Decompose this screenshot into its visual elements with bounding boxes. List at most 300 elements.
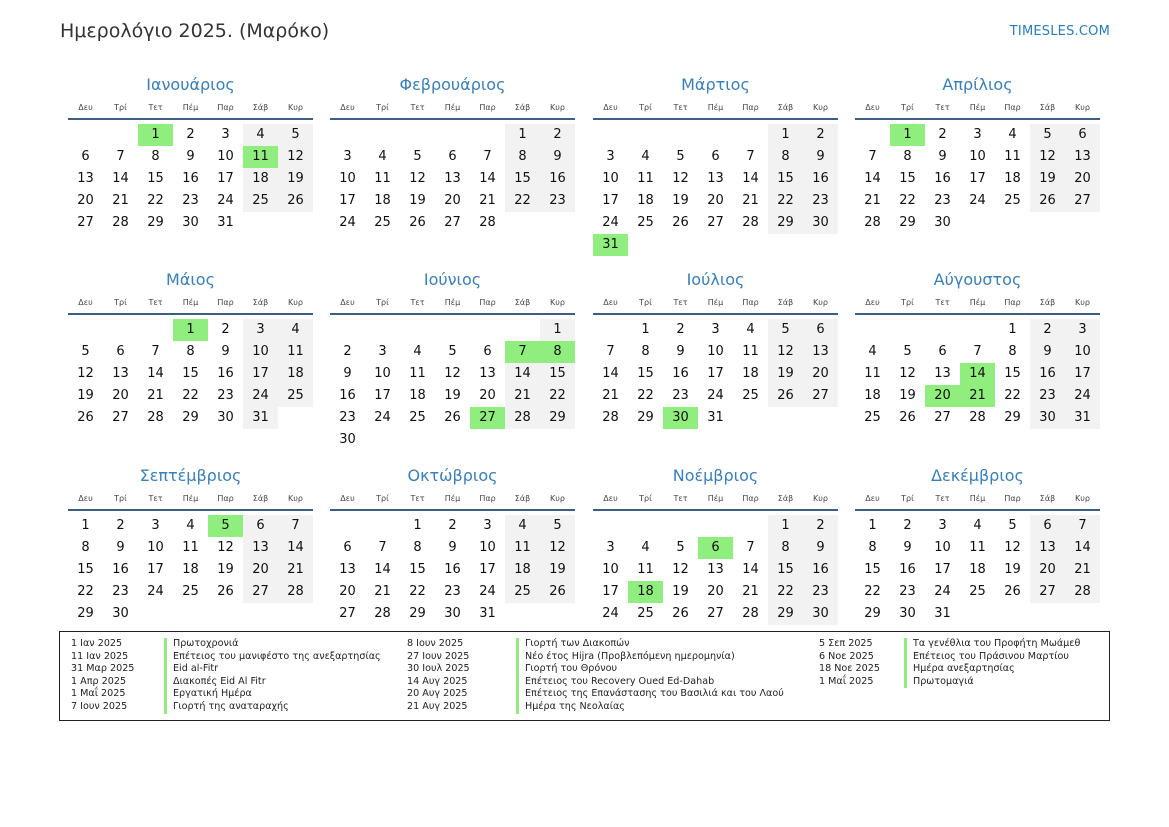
- day-cell[interactable]: 12: [217, 540, 234, 555]
- day-cell[interactable]: 23: [182, 193, 199, 208]
- day-cell[interactable]: 8: [1008, 344, 1017, 359]
- day-cell[interactable]: 28: [479, 215, 496, 230]
- day-cell[interactable]: 30: [217, 410, 234, 425]
- holiday-day-cell[interactable]: 6: [698, 537, 733, 559]
- day-cell[interactable]: 9: [448, 540, 457, 555]
- day-cell[interactable]: 28: [112, 215, 129, 230]
- day-cell[interactable]: 13: [707, 562, 724, 577]
- day-cell[interactable]: 31: [707, 410, 724, 425]
- day-cell[interactable]: 15: [899, 171, 916, 186]
- day-cell[interactable]: 30: [1030, 407, 1065, 429]
- day-cell[interactable]: 16: [803, 559, 838, 581]
- holiday-day-cell[interactable]: 1: [138, 124, 173, 146]
- day-cell[interactable]: 17: [479, 562, 496, 577]
- day-cell[interactable]: 23: [1030, 385, 1065, 407]
- day-cell[interactable]: 2: [803, 515, 838, 537]
- day-cell[interactable]: 10: [217, 149, 234, 164]
- day-cell[interactable]: 13: [243, 537, 278, 559]
- day-cell[interactable]: 18: [243, 168, 278, 190]
- day-cell[interactable]: 22: [899, 193, 916, 208]
- day-cell[interactable]: 19: [409, 193, 426, 208]
- day-cell[interactable]: 7: [746, 149, 755, 164]
- day-cell[interactable]: 9: [186, 149, 195, 164]
- day-cell[interactable]: 29: [1004, 410, 1021, 425]
- day-cell[interactable]: 10: [374, 366, 391, 381]
- day-cell[interactable]: 5: [413, 149, 422, 164]
- day-cell[interactable]: 13: [479, 366, 496, 381]
- day-cell[interactable]: 22: [505, 190, 540, 212]
- day-cell[interactable]: 18: [409, 388, 426, 403]
- day-cell[interactable]: 4: [505, 515, 540, 537]
- day-cell[interactable]: 21: [278, 559, 313, 581]
- day-cell[interactable]: 17: [969, 171, 986, 186]
- day-cell[interactable]: 24: [479, 584, 496, 599]
- day-cell[interactable]: 16: [444, 562, 461, 577]
- day-cell[interactable]: 29: [637, 410, 654, 425]
- day-cell[interactable]: 21: [147, 388, 164, 403]
- day-cell[interactable]: 26: [444, 410, 461, 425]
- day-cell[interactable]: 30: [444, 606, 461, 621]
- day-cell[interactable]: 10: [969, 149, 986, 164]
- day-cell[interactable]: 27: [803, 385, 838, 407]
- day-cell[interactable]: 27: [77, 215, 94, 230]
- day-cell[interactable]: 13: [339, 562, 356, 577]
- day-cell[interactable]: 2: [803, 124, 838, 146]
- day-cell[interactable]: 7: [116, 149, 125, 164]
- day-cell[interactable]: 2: [676, 322, 685, 337]
- day-cell[interactable]: 20: [1030, 559, 1065, 581]
- day-cell[interactable]: 26: [899, 410, 916, 425]
- day-cell[interactable]: 30: [182, 215, 199, 230]
- day-cell[interactable]: 19: [444, 388, 461, 403]
- day-cell[interactable]: 6: [938, 344, 947, 359]
- holiday-day-cell[interactable]: 7: [505, 341, 540, 363]
- day-cell[interactable]: 28: [742, 215, 759, 230]
- day-cell[interactable]: 5: [768, 319, 803, 341]
- day-cell[interactable]: 22: [637, 388, 654, 403]
- day-cell[interactable]: 15: [864, 562, 881, 577]
- day-cell[interactable]: 17: [243, 363, 278, 385]
- day-cell[interactable]: 9: [540, 146, 575, 168]
- day-cell[interactable]: 29: [768, 212, 803, 234]
- day-cell[interactable]: 13: [803, 341, 838, 363]
- day-cell[interactable]: 3: [711, 322, 720, 337]
- day-cell[interactable]: 21: [864, 193, 881, 208]
- day-cell[interactable]: 12: [444, 366, 461, 381]
- day-cell[interactable]: 31: [243, 407, 278, 429]
- day-cell[interactable]: 8: [868, 540, 877, 555]
- day-cell[interactable]: 10: [1065, 341, 1100, 363]
- day-cell[interactable]: 3: [221, 127, 230, 142]
- day-cell[interactable]: 11: [742, 344, 759, 359]
- day-cell[interactable]: 4: [243, 124, 278, 146]
- day-cell[interactable]: 6: [483, 344, 492, 359]
- day-cell[interactable]: 17: [1065, 363, 1100, 385]
- day-cell[interactable]: 23: [803, 581, 838, 603]
- holiday-day-cell[interactable]: 14: [960, 363, 995, 385]
- day-cell[interactable]: 13: [1065, 146, 1100, 168]
- day-cell[interactable]: 26: [77, 410, 94, 425]
- day-cell[interactable]: 16: [899, 562, 916, 577]
- day-cell[interactable]: 15: [768, 168, 803, 190]
- day-cell[interactable]: 15: [768, 559, 803, 581]
- day-cell[interactable]: 22: [77, 584, 94, 599]
- day-cell[interactable]: 26: [540, 581, 575, 603]
- day-cell[interactable]: 27: [1030, 581, 1065, 603]
- day-cell[interactable]: 5: [676, 540, 685, 555]
- day-cell[interactable]: 19: [540, 559, 575, 581]
- day-cell[interactable]: 6: [711, 149, 720, 164]
- day-cell[interactable]: 30: [339, 432, 356, 447]
- day-cell[interactable]: 15: [505, 168, 540, 190]
- day-cell[interactable]: 26: [409, 215, 426, 230]
- day-cell[interactable]: 24: [602, 215, 619, 230]
- day-cell[interactable]: 19: [278, 168, 313, 190]
- day-cell[interactable]: 3: [378, 344, 387, 359]
- day-cell[interactable]: 26: [1030, 190, 1065, 212]
- holiday-day-cell[interactable]: 1: [173, 319, 208, 341]
- day-cell[interactable]: 15: [77, 562, 94, 577]
- day-cell[interactable]: 16: [339, 388, 356, 403]
- day-cell[interactable]: 1: [768, 124, 803, 146]
- day-cell[interactable]: 15: [1004, 366, 1021, 381]
- day-cell[interactable]: 23: [217, 388, 234, 403]
- day-cell[interactable]: 13: [444, 171, 461, 186]
- day-cell[interactable]: 20: [707, 584, 724, 599]
- day-cell[interactable]: 14: [742, 171, 759, 186]
- day-cell[interactable]: 11: [637, 171, 654, 186]
- day-cell[interactable]: 1: [768, 515, 803, 537]
- day-cell[interactable]: 15: [540, 363, 575, 385]
- day-cell[interactable]: 9: [803, 537, 838, 559]
- day-cell[interactable]: 12: [672, 171, 689, 186]
- day-cell[interactable]: 18: [742, 366, 759, 381]
- holiday-day-cell[interactable]: 31: [593, 234, 628, 256]
- day-cell[interactable]: 24: [339, 215, 356, 230]
- day-cell[interactable]: 12: [540, 537, 575, 559]
- day-cell[interactable]: 9: [343, 366, 352, 381]
- day-cell[interactable]: 12: [672, 562, 689, 577]
- day-cell[interactable]: 28: [505, 407, 540, 429]
- day-cell[interactable]: 13: [1030, 537, 1065, 559]
- day-cell[interactable]: 1: [1008, 322, 1017, 337]
- day-cell[interactable]: 29: [409, 606, 426, 621]
- day-cell[interactable]: 18: [969, 562, 986, 577]
- day-cell[interactable]: 2: [186, 127, 195, 142]
- day-cell[interactable]: 4: [186, 518, 195, 533]
- day-cell[interactable]: 29: [899, 215, 916, 230]
- day-cell[interactable]: 18: [637, 193, 654, 208]
- day-cell[interactable]: 26: [672, 606, 689, 621]
- day-cell[interactable]: 15: [637, 366, 654, 381]
- day-cell[interactable]: 5: [81, 344, 90, 359]
- day-cell[interactable]: 18: [374, 193, 391, 208]
- day-cell[interactable]: 28: [742, 606, 759, 621]
- day-cell[interactable]: 22: [1004, 388, 1021, 403]
- day-cell[interactable]: 14: [505, 363, 540, 385]
- day-cell[interactable]: 13: [707, 171, 724, 186]
- day-cell[interactable]: 19: [768, 363, 803, 385]
- day-cell[interactable]: 26: [217, 584, 234, 599]
- day-cell[interactable]: 24: [969, 193, 986, 208]
- day-cell[interactable]: 11: [637, 562, 654, 577]
- day-cell[interactable]: 20: [707, 193, 724, 208]
- day-cell[interactable]: 25: [278, 385, 313, 407]
- day-cell[interactable]: 12: [899, 366, 916, 381]
- day-cell[interactable]: 19: [672, 584, 689, 599]
- day-cell[interactable]: 21: [742, 584, 759, 599]
- day-cell[interactable]: 17: [602, 193, 619, 208]
- day-cell[interactable]: 6: [81, 149, 90, 164]
- day-cell[interactable]: 9: [676, 344, 685, 359]
- holiday-day-cell[interactable]: 11: [243, 146, 278, 168]
- day-cell[interactable]: 25: [637, 606, 654, 621]
- day-cell[interactable]: 19: [672, 193, 689, 208]
- day-cell[interactable]: 21: [479, 193, 496, 208]
- day-cell[interactable]: 8: [903, 149, 912, 164]
- day-cell[interactable]: 20: [444, 193, 461, 208]
- day-cell[interactable]: 3: [243, 319, 278, 341]
- day-cell[interactable]: 11: [278, 341, 313, 363]
- holiday-day-cell[interactable]: 30: [663, 407, 698, 429]
- day-cell[interactable]: 14: [602, 366, 619, 381]
- day-cell[interactable]: 25: [742, 388, 759, 403]
- day-cell[interactable]: 8: [151, 149, 160, 164]
- day-cell[interactable]: 25: [1004, 193, 1021, 208]
- day-cell[interactable]: 16: [803, 168, 838, 190]
- day-cell[interactable]: 12: [278, 146, 313, 168]
- day-cell[interactable]: 23: [672, 388, 689, 403]
- day-cell[interactable]: 6: [803, 319, 838, 341]
- day-cell[interactable]: 7: [746, 540, 755, 555]
- day-cell[interactable]: 17: [374, 388, 391, 403]
- day-cell[interactable]: 11: [374, 171, 391, 186]
- day-cell[interactable]: 14: [147, 366, 164, 381]
- day-cell[interactable]: 2: [343, 344, 352, 359]
- day-cell[interactable]: 24: [243, 385, 278, 407]
- day-cell[interactable]: 16: [112, 562, 129, 577]
- day-cell[interactable]: 2: [938, 127, 947, 142]
- day-cell[interactable]: 24: [147, 584, 164, 599]
- day-cell[interactable]: 7: [278, 515, 313, 537]
- day-cell[interactable]: 1: [540, 319, 575, 341]
- day-cell[interactable]: 24: [707, 388, 724, 403]
- day-cell[interactable]: 14: [278, 537, 313, 559]
- day-cell[interactable]: 10: [934, 540, 951, 555]
- day-cell[interactable]: 5: [540, 515, 575, 537]
- day-cell[interactable]: 16: [217, 366, 234, 381]
- day-cell[interactable]: 10: [602, 562, 619, 577]
- day-cell[interactable]: 22: [409, 584, 426, 599]
- day-cell[interactable]: 25: [243, 190, 278, 212]
- day-cell[interactable]: 2: [540, 124, 575, 146]
- day-cell[interactable]: 27: [707, 215, 724, 230]
- day-cell[interactable]: 30: [934, 215, 951, 230]
- day-cell[interactable]: 4: [868, 344, 877, 359]
- day-cell[interactable]: 20: [803, 363, 838, 385]
- day-cell[interactable]: 31: [1065, 407, 1100, 429]
- day-cell[interactable]: 1: [81, 518, 90, 533]
- day-cell[interactable]: 21: [374, 584, 391, 599]
- day-cell[interactable]: 31: [934, 606, 951, 621]
- day-cell[interactable]: 23: [444, 584, 461, 599]
- holiday-day-cell[interactable]: 5: [208, 515, 243, 537]
- day-cell[interactable]: 8: [81, 540, 90, 555]
- day-cell[interactable]: 2: [448, 518, 457, 533]
- day-cell[interactable]: 19: [77, 388, 94, 403]
- day-cell[interactable]: 17: [602, 584, 619, 599]
- day-cell[interactable]: 18: [505, 559, 540, 581]
- day-cell[interactable]: 13: [77, 171, 94, 186]
- holiday-day-cell[interactable]: 21: [960, 385, 995, 407]
- day-cell[interactable]: 3: [973, 127, 982, 142]
- day-cell[interactable]: 8: [505, 146, 540, 168]
- day-cell[interactable]: 28: [969, 410, 986, 425]
- day-cell[interactable]: 16: [182, 171, 199, 186]
- day-cell[interactable]: 27: [707, 606, 724, 621]
- day-cell[interactable]: 14: [1065, 537, 1100, 559]
- day-cell[interactable]: 17: [339, 193, 356, 208]
- day-cell[interactable]: 4: [378, 149, 387, 164]
- day-cell[interactable]: 29: [864, 606, 881, 621]
- day-cell[interactable]: 22: [182, 388, 199, 403]
- day-cell[interactable]: 14: [864, 171, 881, 186]
- day-cell[interactable]: 25: [969, 584, 986, 599]
- day-cell[interactable]: 10: [479, 540, 496, 555]
- day-cell[interactable]: 19: [217, 562, 234, 577]
- day-cell[interactable]: 25: [374, 215, 391, 230]
- day-cell[interactable]: 3: [606, 149, 615, 164]
- holiday-day-cell[interactable]: 20: [925, 385, 960, 407]
- day-cell[interactable]: 7: [483, 149, 492, 164]
- day-cell[interactable]: 26: [1004, 584, 1021, 599]
- day-cell[interactable]: 11: [1004, 149, 1021, 164]
- day-cell[interactable]: 12: [77, 366, 94, 381]
- day-cell[interactable]: 30: [899, 606, 916, 621]
- day-cell[interactable]: 5: [278, 124, 313, 146]
- day-cell[interactable]: 10: [707, 344, 724, 359]
- day-cell[interactable]: 20: [339, 584, 356, 599]
- day-cell[interactable]: 29: [768, 603, 803, 625]
- day-cell[interactable]: 8: [413, 540, 422, 555]
- day-cell[interactable]: 21: [505, 385, 540, 407]
- day-cell[interactable]: 7: [868, 149, 877, 164]
- day-cell[interactable]: 22: [540, 385, 575, 407]
- day-cell[interactable]: 23: [112, 584, 129, 599]
- day-cell[interactable]: 16: [934, 171, 951, 186]
- day-cell[interactable]: 24: [602, 606, 619, 621]
- day-cell[interactable]: 6: [243, 515, 278, 537]
- day-cell[interactable]: 17: [147, 562, 164, 577]
- day-cell[interactable]: 27: [112, 410, 129, 425]
- day-cell[interactable]: 3: [483, 518, 492, 533]
- day-cell[interactable]: 21: [112, 193, 129, 208]
- day-cell[interactable]: 22: [864, 584, 881, 599]
- day-cell[interactable]: 16: [1030, 363, 1065, 385]
- day-cell[interactable]: 29: [147, 215, 164, 230]
- day-cell[interactable]: 1: [868, 518, 877, 533]
- day-cell[interactable]: 8: [641, 344, 650, 359]
- day-cell[interactable]: 8: [186, 344, 195, 359]
- day-cell[interactable]: 20: [112, 388, 129, 403]
- day-cell[interactable]: 2: [1030, 319, 1065, 341]
- day-cell[interactable]: 14: [742, 562, 759, 577]
- day-cell[interactable]: 24: [934, 584, 951, 599]
- day-cell[interactable]: 20: [1065, 168, 1100, 190]
- holiday-day-cell[interactable]: 18: [628, 581, 663, 603]
- day-cell[interactable]: 5: [1008, 518, 1017, 533]
- day-cell[interactable]: 8: [768, 146, 803, 168]
- day-cell[interactable]: 1: [641, 322, 650, 337]
- day-cell[interactable]: 28: [147, 410, 164, 425]
- day-cell[interactable]: 10: [602, 171, 619, 186]
- day-cell[interactable]: 12: [768, 341, 803, 363]
- day-cell[interactable]: 8: [768, 537, 803, 559]
- day-cell[interactable]: 17: [217, 171, 234, 186]
- day-cell[interactable]: 26: [768, 385, 803, 407]
- day-cell[interactable]: 3: [938, 518, 947, 533]
- day-cell[interactable]: 11: [864, 366, 881, 381]
- day-cell[interactable]: 5: [1030, 124, 1065, 146]
- day-cell[interactable]: 18: [864, 388, 881, 403]
- day-cell[interactable]: 7: [606, 344, 615, 359]
- day-cell[interactable]: 15: [409, 562, 426, 577]
- day-cell[interactable]: 13: [934, 366, 951, 381]
- day-cell[interactable]: 16: [540, 168, 575, 190]
- day-cell[interactable]: 10: [339, 171, 356, 186]
- day-cell[interactable]: 22: [768, 190, 803, 212]
- day-cell[interactable]: 9: [116, 540, 125, 555]
- day-cell[interactable]: 6: [343, 540, 352, 555]
- holiday-day-cell[interactable]: 8: [540, 341, 575, 363]
- day-cell[interactable]: 4: [746, 322, 755, 337]
- day-cell[interactable]: 27: [444, 215, 461, 230]
- day-cell[interactable]: 30: [112, 606, 129, 621]
- day-cell[interactable]: 27: [339, 606, 356, 621]
- day-cell[interactable]: 2: [116, 518, 125, 533]
- day-cell[interactable]: 21: [742, 193, 759, 208]
- day-cell[interactable]: 4: [641, 149, 650, 164]
- day-cell[interactable]: 20: [479, 388, 496, 403]
- day-cell[interactable]: 27: [243, 581, 278, 603]
- day-cell[interactable]: 27: [934, 410, 951, 425]
- day-cell[interactable]: 25: [409, 410, 426, 425]
- day-cell[interactable]: 9: [803, 146, 838, 168]
- day-cell[interactable]: 18: [278, 363, 313, 385]
- day-cell[interactable]: 2: [221, 322, 230, 337]
- day-cell[interactable]: 26: [672, 215, 689, 230]
- day-cell[interactable]: 7: [151, 344, 160, 359]
- day-cell[interactable]: 7: [1065, 515, 1100, 537]
- day-cell[interactable]: 3: [343, 149, 352, 164]
- day-cell[interactable]: 4: [641, 540, 650, 555]
- day-cell[interactable]: 11: [182, 540, 199, 555]
- day-cell[interactable]: 20: [77, 193, 94, 208]
- day-cell[interactable]: 5: [448, 344, 457, 359]
- day-cell[interactable]: 9: [1030, 341, 1065, 363]
- day-cell[interactable]: 29: [182, 410, 199, 425]
- day-cell[interactable]: 6: [116, 344, 125, 359]
- day-cell[interactable]: 4: [1008, 127, 1017, 142]
- day-cell[interactable]: 12: [409, 171, 426, 186]
- day-cell[interactable]: 20: [243, 559, 278, 581]
- day-cell[interactable]: 6: [1030, 515, 1065, 537]
- day-cell[interactable]: 16: [672, 366, 689, 381]
- day-cell[interactable]: 14: [479, 171, 496, 186]
- day-cell[interactable]: 5: [676, 149, 685, 164]
- day-cell[interactable]: 28: [1065, 581, 1100, 603]
- day-cell[interactable]: 23: [339, 410, 356, 425]
